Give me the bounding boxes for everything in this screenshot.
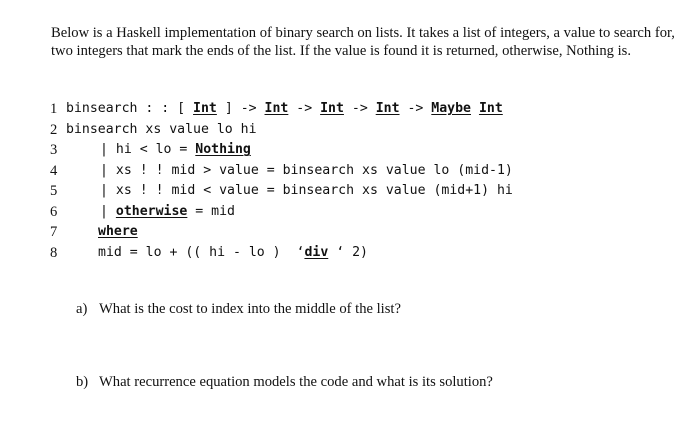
code-block [50, 99, 570, 263]
code-line-8 [50, 243, 570, 264]
code-text: | xs ! ! mid < value = binsearch xs value (mid+1) hi [100, 183, 513, 198]
nothing-keyword: Nothing [195, 142, 251, 157]
line-number: 7 [50, 224, 58, 240]
code-text: | otherwise = mid [100, 203, 235, 219]
code-text: | hi < lo = Nothing [100, 142, 251, 157]
question-label: b) [76, 374, 89, 390]
code-text: | xs ! ! mid > value = binsearch xs value lo (mid-1) [100, 162, 513, 178]
type-keyword: Maybe [431, 101, 471, 116]
code-line-7 [50, 222, 570, 243]
line-number: 4 [50, 162, 58, 179]
line-number: 3 [50, 142, 58, 158]
code-text: mid = lo + (( hi - lo ) ‘div ‘ 2) [98, 244, 368, 260]
type-keyword: Int [320, 101, 344, 116]
code-line-1 [50, 99, 570, 120]
where-keyword: where [98, 224, 138, 239]
question-a [76, 301, 401, 318]
code-line-4 [50, 161, 570, 182]
question-label: a) [76, 301, 88, 317]
otherwise-keyword: otherwise [115, 203, 188, 219]
line-number: 1 [50, 101, 58, 117]
code-line-3 [50, 140, 570, 161]
intro-paragraph: Below is a Haskell implementation of binary search on lists. It takes a list of integers, a value to search for, two integers that mark the ends of the list. If the value is found it is returned, otherwise, Nothing is. [51, 25, 675, 59]
type-keyword: Int [375, 101, 400, 116]
type-keyword: Int [193, 101, 217, 116]
type-keyword: Int [478, 101, 503, 116]
line-number: 6 [50, 203, 58, 220]
line-number: 2 [50, 121, 58, 138]
code-text [98, 222, 138, 243]
code-text: binsearch xs value lo hi [66, 121, 257, 137]
question-text: What recurrence equation models the code and what is its solution? [99, 374, 493, 390]
line-number: 8 [50, 244, 58, 261]
question-text: What is the cost to index into the middle of the list? [99, 301, 401, 317]
code-text: binsearch : : [ Int ] -> Int -> Int -> Int -> Maybe Int [66, 101, 503, 116]
line-number: 5 [50, 183, 58, 199]
question-b [76, 374, 493, 391]
code-line-2 [50, 120, 570, 141]
div-keyword: div [304, 244, 329, 260]
code-line-6 [50, 202, 570, 223]
type-keyword: Int [264, 101, 289, 116]
code-line-5 [50, 181, 570, 202]
